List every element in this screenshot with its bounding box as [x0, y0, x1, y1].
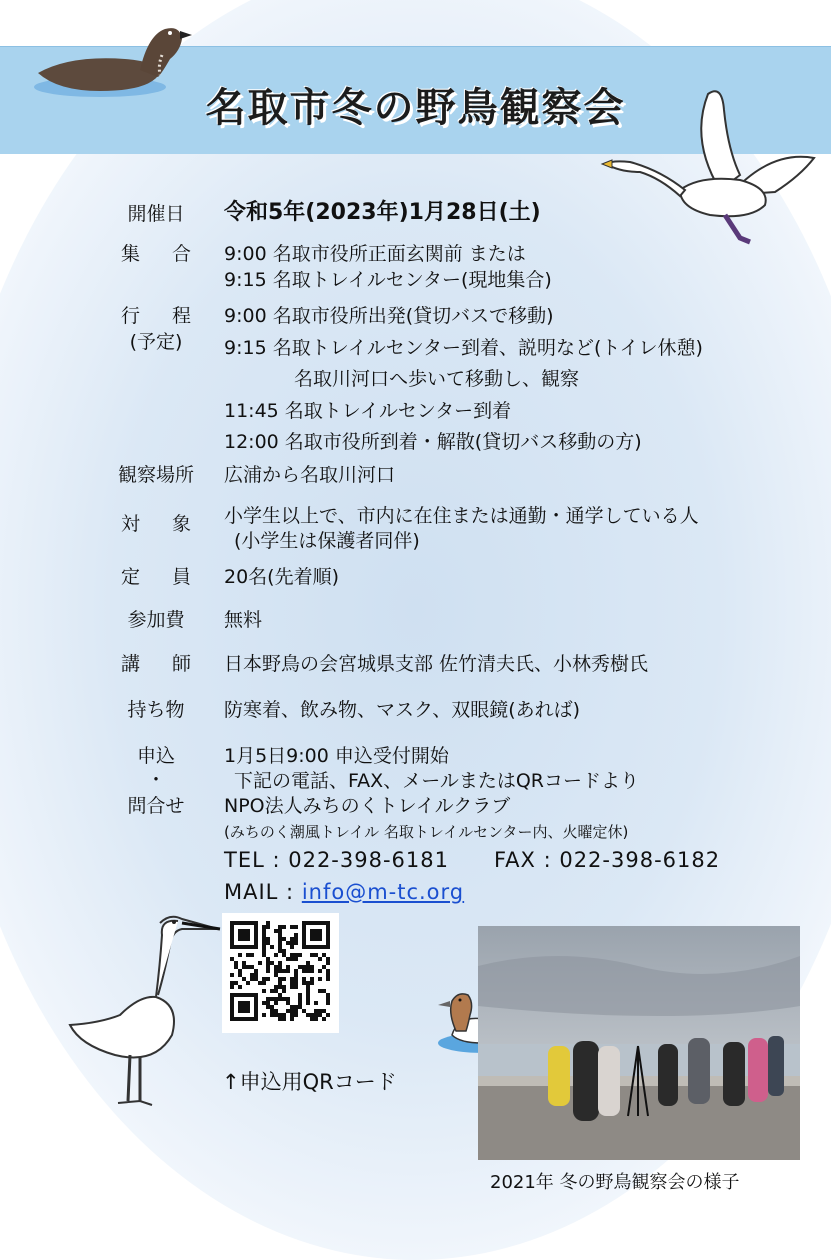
- page-title: 名取市冬の野鳥観察会: [205, 85, 626, 131]
- label-capacity: 定 員: [121, 566, 191, 588]
- value-application-4: (みちのく潮風トレイル 名取トレイルセンター内、火曜定休): [224, 823, 629, 841]
- value-application-3: NPO法人みちのくトレイルクラブ: [224, 795, 511, 817]
- egret-illustration: [60, 905, 225, 1115]
- qr-code[interactable]: [222, 913, 339, 1033]
- value-schedule-3: 名取川河口へ歩いて移動し、観察: [294, 368, 580, 390]
- value-application-2: 下記の電話、FAX、メールまたはQRコードより: [234, 770, 639, 792]
- value-target-1: 小学生以上で、市内に在住または通勤・通学している人: [224, 505, 699, 527]
- label-application-dot: ・: [146, 769, 166, 791]
- value-application-1: 1月5日9:00 申込受付開始: [224, 745, 449, 767]
- label-date: 開催日: [127, 203, 185, 225]
- qr-caption: ↑申込用QRコード: [222, 1070, 397, 1094]
- label-lecturer: 講 師: [121, 653, 191, 675]
- label-target: 対 象: [121, 513, 191, 535]
- value-schedule-5: 12:00 名取市役所到着・解散(貸切バス移動の方): [224, 431, 642, 453]
- value-capacity: 20名(先着順): [224, 566, 340, 588]
- label-fee: 参加費: [127, 609, 185, 631]
- value-schedule-2: 9:15 名取トレイルセンター到着、説明など(トイレ休憩): [224, 337, 703, 359]
- value-meeting-2: 9:15 名取トレイルセンター(現地集合): [224, 269, 552, 291]
- value-belongings: 防寒着、飲み物、マスク、双眼鏡(あれば): [224, 699, 581, 721]
- fax-number: FAX : 022-398-6182: [494, 848, 721, 872]
- label-meeting: 集 合: [121, 243, 191, 265]
- value-meeting-1: 9:00 名取市役所正面玄関前 または: [224, 243, 526, 265]
- label-application: 申込: [136, 745, 175, 767]
- label-application-sub: 問合せ: [127, 795, 185, 817]
- label-belongings: 持ち物: [127, 699, 185, 721]
- value-target-2: (小学生は保護者同伴): [234, 530, 420, 552]
- value-lecturer: 日本野鳥の会宮城県支部 佐竹清夫氏、小林秀樹氏: [224, 653, 649, 675]
- value-schedule-1: 9:00 名取市役所出発(貸切バスで移動): [224, 305, 554, 327]
- value-date: 令和5年(2023年)1月28日(土): [224, 200, 541, 225]
- value-fee: 無料: [224, 609, 263, 631]
- label-schedule: 行 程: [121, 305, 191, 327]
- mail-label: MAIL :: [224, 880, 302, 904]
- label-schedule-sub: (予定): [129, 331, 183, 353]
- photo-caption: 2021年 冬の野鳥観察会の様子: [490, 1172, 740, 1193]
- mail-line: [224, 880, 464, 905]
- event-photo: [478, 926, 800, 1160]
- mail-link[interactable]: info@m-tc.org: [301, 880, 465, 904]
- tel-number: TEL : 022-398-6181: [224, 848, 449, 872]
- value-place: 広浦から名取川河口: [224, 464, 396, 486]
- value-schedule-4: 11:45 名取トレイルセンター到着: [224, 400, 512, 422]
- label-place: 観察場所: [117, 464, 194, 486]
